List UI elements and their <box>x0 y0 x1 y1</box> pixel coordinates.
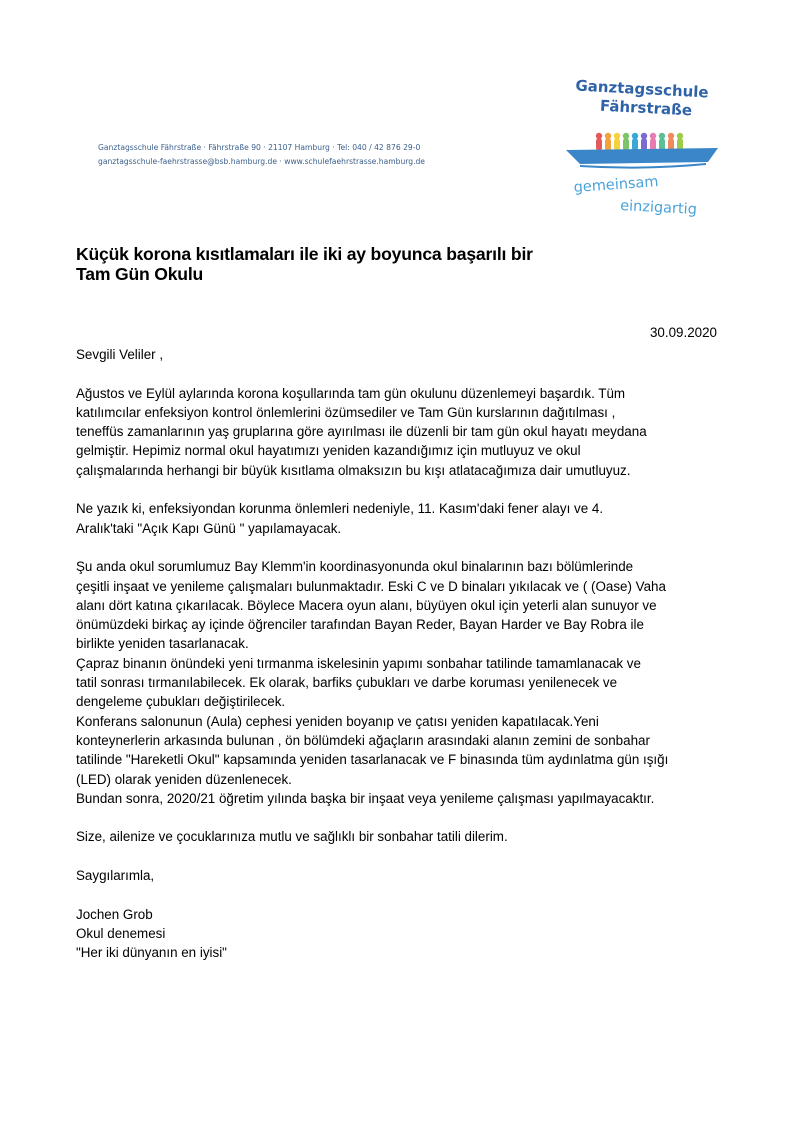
paragraph-line: (LED) olarak yeniden düzenlenecek. <box>76 771 292 787</box>
letter-title-line1: Küçük korona kısıtlamaları ile iki ay boyunca başarılı bir <box>76 244 533 264</box>
signature-block <box>76 905 726 963</box>
paragraph-line: dengeleme çubukları değiştirilecek. <box>76 694 286 710</box>
letter-date: 30.09.2020 <box>649 325 717 340</box>
wishes: Size, ailenize ve çocuklarınıza mutlu ve sağlıklı bir sonbahar tatili dilerim. <box>76 829 508 845</box>
logo-name-line2: Fährstraße <box>599 96 693 120</box>
paragraph-line: tatilinde "Hareketli Okul" kapsamında yeniden tasarlanacak ve F binasında tüm aydınlatma gün ışığı <box>76 752 669 768</box>
paragraph-line: önümüzdeki birkaç ay içinde öğrenciler tarafından Bayan Reder, Bayan Harder ve Bay Robra ile <box>76 617 644 633</box>
logo-figures <box>596 133 683 151</box>
logo-slogan-line2: einzigartig <box>619 198 698 219</box>
paragraph-line: Ağustos ve Eylül aylarında korona koşullarında tam gün okulunu düzenlemeyi başardık. Tüm <box>76 385 626 401</box>
paragraph-2 <box>76 499 726 538</box>
signature-name: Jochen Grob <box>76 906 153 922</box>
letter-title-line2: Tam Gün Okulu <box>76 264 204 284</box>
paragraph-line: teneffüs zamanlarının yaş gruplarına göre ayırılması ile düzenli bir tam gün okul hayatı meydana <box>76 424 647 440</box>
letterhead-contact <box>98 141 458 169</box>
logo-name-line1: Ganztagsschule <box>575 76 710 102</box>
paragraph-line: Aralık'taki "Açık Kapı Günü " yapılamayacak. <box>76 520 342 536</box>
paragraph-line: alanı dört katına çıkarılacak. Böylece Macera oyun alanı, büyüyen okul için yeterli alan sunuyor ve <box>76 597 657 613</box>
salutation: Sevgili Veliler , <box>76 347 164 362</box>
paragraph-line: Konferans salonunun (Aula) cephesi yeniden boyanıp ve çatısı yeniden kapatılacak.Yeni <box>76 713 599 729</box>
paragraph-line: Şu anda okul sorumlumuz Bay Klemm'in koordinasyonunda okul binalarının bazı bölümlerinde <box>76 559 634 575</box>
paragraph-1 <box>76 384 726 480</box>
logo-ship-hull <box>566 148 718 164</box>
school-logo <box>560 74 724 220</box>
paragraph-line: katılımcılar enfeksiyon kontrol önlemlerini özümsediler ve Tam Gün kurslarının dağıtılması , <box>76 404 616 420</box>
logo-ship-wave <box>580 164 706 168</box>
paragraph-line: gelmiştir. Hepimiz normal okul hayatımızı yeniden kazandığımız için mutluyuz ve okul <box>76 443 581 459</box>
paragraph-line: Bundan sonra, 2020/21 öğretim yılında başka bir inşaat veya yenileme çalışması yapılmayacaktır. <box>76 790 655 806</box>
paragraph-line: çalışmalarında herhangi bir büyük kısıtlama olmaksızın bu kışı atlatacağımıza dair umutluyuz. <box>76 462 631 478</box>
school-address: Ganztagsschule Fährstraße · Fährstraße 90 · 21107 Hamburg · Tel: 040 / 42 876 29-0 <box>98 143 421 152</box>
paragraph-3 <box>76 557 726 808</box>
closing: Saygılarımla, <box>76 868 155 884</box>
letter-title <box>76 244 696 284</box>
logo-slogan-line1: gemeinsam <box>573 174 660 196</box>
paragraph-line: Çapraz binanın önündeki yeni tırmanma iskelesinin yapımı sonbahar tatilinde tamamlanacak ve <box>76 655 641 671</box>
signature-role: Okul denemesi <box>76 925 166 941</box>
paragraph-line: tatil sonrası tırmanılabilecek. Ek olarak, barfiks çubukları ve darbe koruması yenilenecek ve <box>76 675 618 691</box>
school-contact-links: ganztagsschule-faehrstrasse@bsb.hamburg.de · www.schulefaehrstrasse.hamburg.de <box>98 157 425 166</box>
paragraph-line: Ne yazık ki, enfeksiyondan korunma önlemleri nedeniyle, 11. Kasım'daki fener alayı ve 4. <box>76 501 604 517</box>
paragraph-line: çeşitli inşaat ve yenileme çalışmaları bulunmaktadır. Eski C ve D binaları yıkılacak ve ( (Oase) Vaha <box>76 578 666 594</box>
signature-motto: "Her iki dünyanın en iyisi" <box>76 945 227 961</box>
paragraph-line: konteynerlerin arkasında bulunan , ön bölümdeki ağaçların arasındaki alanın zemini de sonbahar <box>76 732 650 748</box>
paragraph-line: birlikte yeniden tasarlanacak. <box>76 636 249 652</box>
letter-body <box>76 345 726 963</box>
